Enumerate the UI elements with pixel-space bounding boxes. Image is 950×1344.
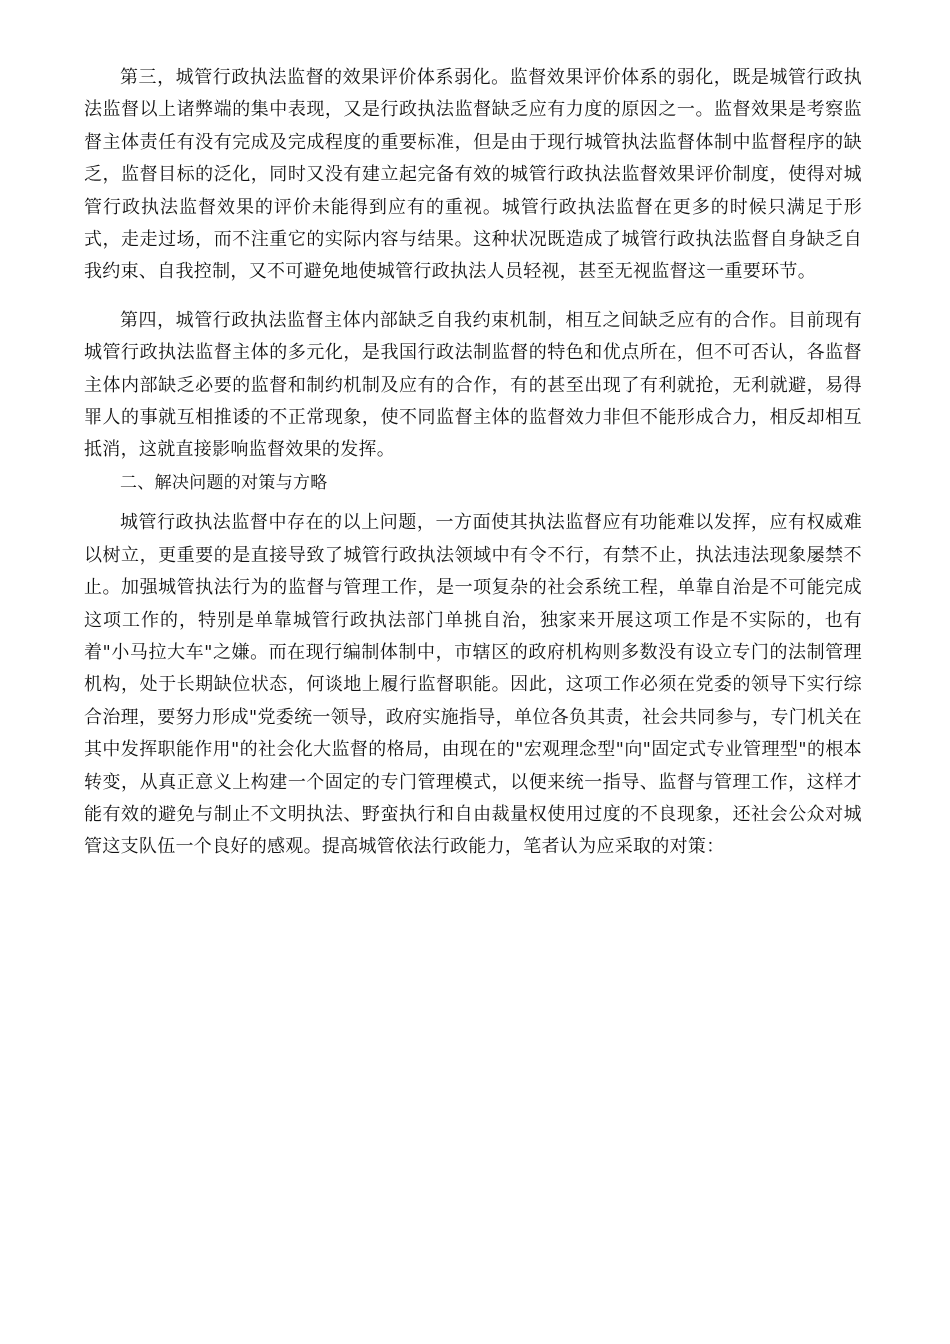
paragraph-countermeasures-intro: 城管行政执法监督中存在的以上问题，一方面使其执法监督应有功能难以发挥，应有权威难以树立，更重要的是直接导致了城管行政执法领域中有令不行，有禁不止，执法违法现象屡禁不止。加强城管执法行为的监督与管理工作，是一项复杂的社会系统工程，单靠自治是不可能完成这项工作的，特别是单靠城管行政执法部门单挑自治，独家来开展这项工作是不实际的，也有着"小马拉大车"之嫌。而在现行编制体制中，市辖区的政府机构则多数没有设立专门的法制管理机构，处于长期缺位状态，何谈地上履行监督职能。因此，这项工作必须在党委的领导下实行综合治理，要努力形成"党委统一领导，政府实施指导，单位各负其责，社会共同参与，专门机关在其中发挥职能作用"的社会化大监督的格局，由现在的"宏观理念型"向"固定式专业管理型"的根本转变，从真正意义上构建一个固定的专门管理模式，以便来统一指导、监督与管理工作，这样才能有效的避免与制止不文明执法、野蛮执行和自由裁量权使用过度的不良现象，还社会公众对城管这支队伍一个良好的感观。提高城管依法行政能力，笔者认为应采取的对策： [84, 512, 862, 858]
section-heading: 二、解决问题的对策与方略 [120, 472, 328, 493]
paragraph-fourth-point: 第四，城管行政执法监督主体内部缺乏自我约束机制，相互之间缺乏应有的合作。目前现有城管行政执法监督主体的多元化，是我国行政法制监督的特色和优点所在，但不可否认，各监督主体内部缺乏必要的监督和制约机制及应有的合作，有的甚至出现了有利就抢，无利就避，易得罪人的事就互相推诿的不正常现象，使不同监督主体的监督效力非但不能形成合力，相反却相互抵消，这就直接影响监督效果的发挥。 [84, 309, 862, 461]
document-page [84, 62, 862, 864]
paragraph-third-point: 第三，城管行政执法监督的效果评价体系弱化。监督效果评价体系的弱化，既是城管行政执法监督以上诸弊端的集中表现，又是行政执法监督缺乏应有力度的原因之一。监督效果是考察监督主体责任有没有完成及完成程度的重要标准，但是由于现行城管执法监督体制中监督程序的缺乏，监督目标的泛化，同时又没有建立起完备有效的城管行政执法监督效果评价制度，使得对城管行政执法监督效果的评价未能得到应有的重视。城管行政执法监督在更多的时候只满足于形式，走走过场，而不注重它的实际内容与结果。这种状况既造成了城管行政执法监督自身缺乏自我约束、自我控制，又不可避免地使城管行政执法人员轻视，甚至无视监督这一重要环节。 [84, 67, 862, 283]
